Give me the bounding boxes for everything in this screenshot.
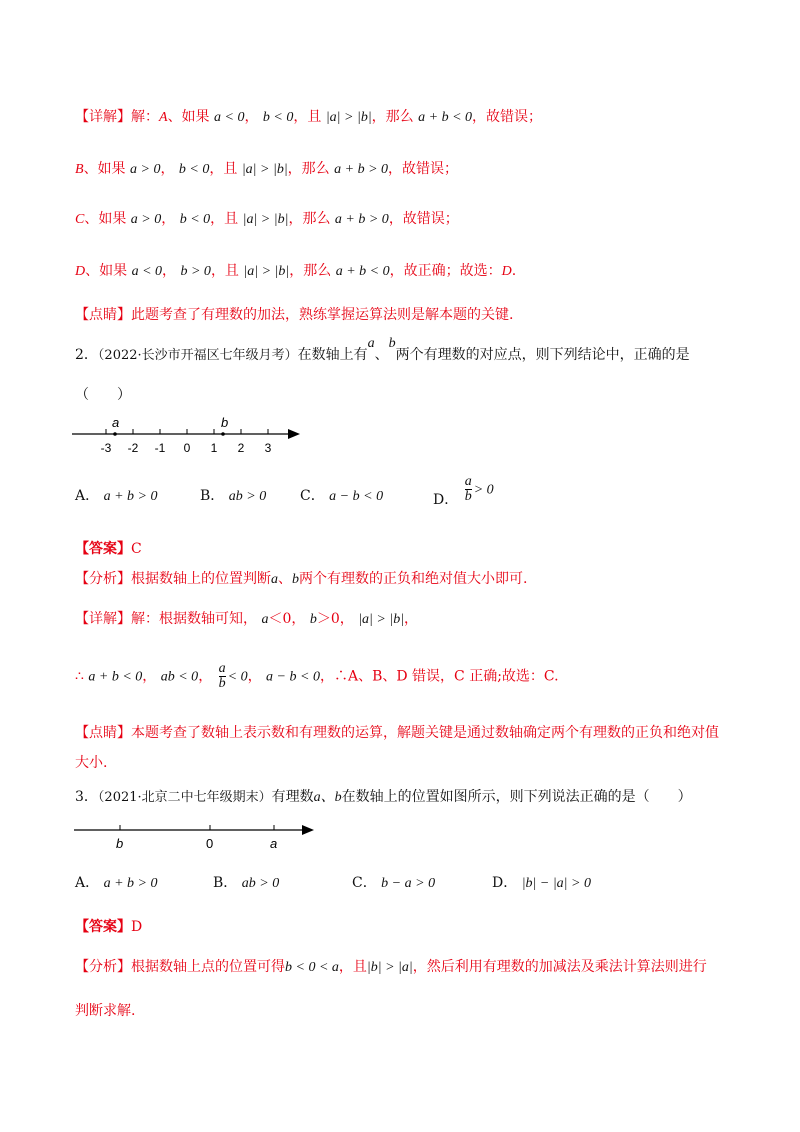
label-a: a [112,415,120,430]
verdict: ，故正确；故选： [389,263,502,279]
condition-2: b < 0 [262,110,294,125]
case-text: 、如果 [85,263,128,279]
comment-text: 本题考查了数轴上表示数和有理数的运算，解题关键是通过数轴确定两个有理数的正负和绝对值 [131,725,719,741]
therefore-symbol: ∴ [75,668,84,685]
var-b: b [292,572,299,587]
fraction [219,662,226,691]
var-a: a [261,612,269,627]
label-b: b [221,415,229,430]
condition-2: b > 0 [180,264,211,279]
answer-value: D [131,919,143,935]
option-label: D． [433,491,459,508]
case-text: 、如果 [83,161,126,177]
comment-tag: 【点睛】 [75,725,131,741]
option-expr: ab > 0 [241,876,280,891]
condition-2: b < 0 [178,162,210,177]
option-d[interactable] [492,872,591,895]
option-expr: b − a > 0 [381,876,436,891]
tick-label: -3 [100,441,112,455]
option-label: A． [75,488,100,504]
detail-text: ＜0， [268,611,306,627]
number-line-q2 [70,412,310,462]
answer-tag: 【答案】 [75,919,131,935]
sep: 、 [278,571,292,587]
case-label: B [75,162,84,177]
comment-line-q2-cont: 大小. [75,755,108,771]
case-label: D [75,264,86,279]
option-label: C． [300,488,325,504]
sep: ， [404,611,419,627]
option-label: B． [200,488,225,504]
option-label: B． [213,875,238,891]
option-label: A． [75,875,100,891]
option-d[interactable] [433,474,494,508]
option-label: D． [492,875,518,891]
detail-line-d: D、如果 a < 0， b > 0，且 |a| > |b|，那么 a + b < 0，故正确；故选：D. [75,263,517,279]
condition-3: |a| > |b| [325,110,372,125]
abs-compare: |b| > |a| [366,960,413,975]
option-c[interactable] [300,485,383,508]
case-text: 、如果 [167,109,210,125]
option-expr: > 0 [473,482,494,498]
option-expr: a + b > 0 [103,489,158,504]
arrow-icon [302,825,314,835]
result-sum: a + b < 0 [88,669,143,685]
detail-tag: 【详解】 [75,109,131,125]
point-b [221,432,225,436]
analysis-tag: 【分析】 [75,571,131,587]
question-text: 在数轴上的位置如图所示，则下列说法正确的是（ ） [341,789,692,805]
verdict: ，故错误； [388,211,459,227]
var-b: b [309,612,317,627]
question-text: 有理数 [271,789,314,805]
condition-1: a > 0 [130,162,161,177]
analysis-text: 根据数轴上的位置判断 [131,571,271,587]
answer-tag: 【答案】 [75,541,131,557]
condition-3: |a| > |b| [243,264,290,279]
question-3-stem [75,786,692,809]
abs-compare: |a| > |b| [358,612,405,627]
conclusion: a + b < 0 [418,110,473,125]
analysis-text: ，且 [338,959,367,975]
order-relation: b < 0 < a [285,960,339,975]
sep: 、 [374,347,389,363]
tick-label: 2 [237,441,245,455]
condition-3: |a| > |b| [241,162,288,177]
detail-line-q2 [75,608,418,631]
conclusion: a + b > 0 [334,212,389,227]
comment-line-q2 [75,722,719,744]
analysis-tag: 【分析】 [75,959,131,975]
label-a: a [270,836,278,851]
denominator: b [464,489,472,504]
detail-line-b: B、如果 a > 0， b < 0，且 |a| > |b|，那么 a + b > 0，故错误； [75,161,459,177]
arrow-icon [288,429,300,439]
detail-text: ＞0， [316,611,354,627]
result-quotient: < 0 [227,669,248,685]
period: . [511,263,517,279]
sep: ， [142,668,157,685]
detail-line-a [75,106,542,129]
detail-text: 解：根据数轴可知， [131,611,257,627]
case-text: 、如果 [84,211,127,227]
tick-label: 1 [210,441,218,455]
question-source: （2021·北京二中七年级期末） [97,790,272,805]
denominator: b [218,676,226,691]
vars-ab: a、b [313,790,342,805]
verdict: ，故错误； [388,161,459,177]
option-c[interactable] [352,872,435,895]
option-label: C． [352,875,377,891]
var-a: a [367,336,375,351]
answer-line-q3 [75,916,142,938]
conclusion: a + b < 0 [335,264,390,279]
condition-3: |a| > |b| [242,212,289,227]
option-expr: |b| − |a| > 0 [521,876,591,891]
case-label: A [159,110,168,125]
analysis-text: ，然后利用有理数的加减法及乘法计算法则进行 [412,959,707,975]
analysis-text: 两个有理数的正负和绝对值大小即可. [299,571,528,587]
label-b: b [116,836,124,851]
verdict: ，故错误； [472,109,543,125]
question-2-paren: （ ） [75,387,131,403]
condition-2: b < 0 [179,212,211,227]
fraction [465,475,472,504]
number-line-q3 [72,818,322,858]
condition-1: a > 0 [130,212,162,227]
detail-line-c: C、如果 a > 0， b < 0，且 |a| > |b|，那么 a + b > 0，故错误； [75,211,459,227]
option-a[interactable] [75,485,157,508]
conclusion: a + b > 0 [334,162,389,177]
detail-tag: 【详解】 [75,611,131,627]
numerator: a [464,474,472,489]
condition-1: a < 0 [131,264,163,279]
case-label: C [75,212,85,227]
analysis-line-q3 [75,956,707,979]
detail-prefix: 解： [131,109,159,125]
option-expr: a + b > 0 [103,876,158,891]
question-text: 在数轴上有 [297,347,368,363]
therefore-text: ，∴A、B、D 错误，C 正确;故选：C. [319,668,559,685]
result-product: ab < 0 [160,669,199,685]
option-expr: a − b < 0 [329,489,384,504]
answer-value: C [131,541,142,557]
label-0: 0 [206,836,214,851]
sep: ，且 [293,109,322,125]
analysis-line-q3-cont: 判断求解. [75,1003,136,1019]
numerator: a [218,661,226,676]
analysis-text: 根据数轴上点的位置可得 [131,959,285,975]
question-number: 2． [75,347,98,363]
option-b[interactable] [213,872,279,895]
sep: ，那么 [371,109,414,125]
selected-answer: D [501,264,512,279]
therefore-line-q2: ∴ a + b < 0， ab < 0， $\frac{a}{b}$ < 0， a − b < 0，∴A、B、D 错误，C 正确;故选：C. [75,661,559,691]
sep: ， [244,109,259,125]
tick-label: 3 [264,441,272,455]
option-expr: ab > 0 [228,489,267,504]
comment-line-1 [75,304,513,326]
question-source: （2022·长沙市开福区七年级月考） [97,348,298,363]
var-b: b [388,336,396,351]
tick-label: 0 [183,441,191,455]
result-difference: a − b < 0 [266,669,320,685]
question-2-stem [75,336,690,367]
var-a: a [271,572,278,587]
option-b[interactable] [200,485,266,508]
condition-1: a < 0 [214,110,245,125]
tick-label: -1 [154,441,166,455]
comment-tag: 【点睛】 [75,307,131,323]
point-a [113,432,117,436]
comment-text: 此题考查了有理数的加法，熟练掌握运算法则是解本题的关键. [131,307,514,323]
tick-label: -2 [127,441,139,455]
analysis-line-q2 [75,568,527,591]
answer-line-q2 [75,538,142,560]
question-text: 两个有理数的对应点，则下列结论中，正确的是 [395,347,690,363]
question-number: 3． [75,789,98,805]
option-a[interactable] [75,872,157,895]
